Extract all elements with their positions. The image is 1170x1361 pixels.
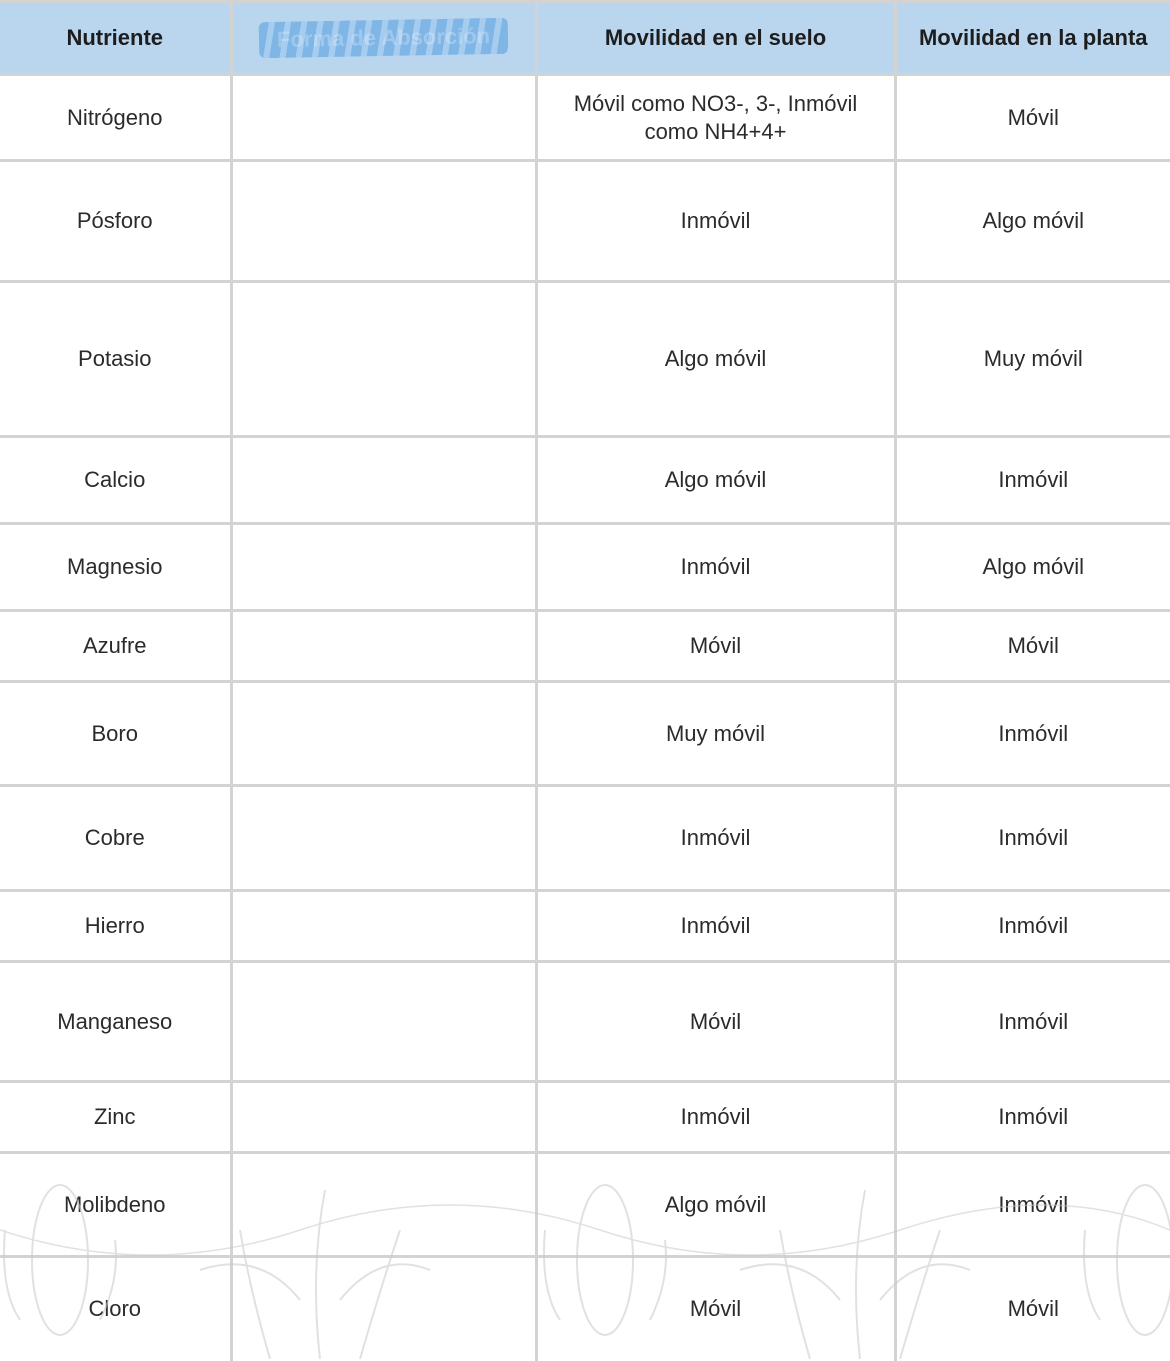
header-soil-mobility: Movilidad en el suelo <box>536 2 895 75</box>
soil-mobility-cell: Inmóvil <box>536 1082 895 1153</box>
plant-mobility-cell: Inmóvil <box>895 962 1170 1082</box>
header-absorption-redacted: Forma de Absorción <box>259 18 509 58</box>
absorption-cell-redacted <box>231 891 536 962</box>
absorption-cell-redacted <box>231 75 536 161</box>
plant-mobility-cell: Inmóvil <box>895 1082 1170 1153</box>
table-row <box>0 682 1170 786</box>
plant-mobility-cell: Algo móvil <box>895 524 1170 611</box>
absorption-cell-redacted <box>231 524 536 611</box>
table-row <box>0 611 1170 682</box>
soil-mobility-cell: Inmóvil <box>536 891 895 962</box>
nutrient-cell: Magnesio <box>0 524 231 611</box>
plant-mobility-cell: Inmóvil <box>895 891 1170 962</box>
absorption-cell-redacted <box>231 682 536 786</box>
soil-mobility-cell: Algo móvil <box>536 437 895 524</box>
nutrient-cell: Molibdeno <box>0 1153 231 1257</box>
soil-mobility-cell: Muy móvil <box>536 682 895 786</box>
header-absorption <box>231 2 536 75</box>
table-row <box>0 161 1170 282</box>
absorption-cell-redacted <box>231 611 536 682</box>
table-row <box>0 1257 1170 1361</box>
absorption-cell-redacted <box>231 1257 536 1361</box>
absorption-cell-redacted <box>231 786 536 891</box>
soil-mobility-cell: Inmóvil <box>536 524 895 611</box>
nutrient-cell: Pósforo <box>0 161 231 282</box>
nutrient-cell: Hierro <box>0 891 231 962</box>
table-row <box>0 1082 1170 1153</box>
nutrient-cell: Manganeso <box>0 962 231 1082</box>
plant-mobility-cell: Móvil <box>895 75 1170 161</box>
nutrient-cell: Cloro <box>0 1257 231 1361</box>
table-row <box>0 1153 1170 1257</box>
nutrient-cell: Calcio <box>0 437 231 524</box>
absorption-cell-redacted <box>231 437 536 524</box>
header-nutrient: Nutriente <box>0 2 231 75</box>
plant-mobility-cell: Móvil <box>895 611 1170 682</box>
soil-mobility-cell: Móvil <box>536 1257 895 1361</box>
soil-mobility-cell: Algo móvil <box>536 282 895 437</box>
table-row <box>0 524 1170 611</box>
absorption-cell-redacted <box>231 1082 536 1153</box>
table-row <box>0 437 1170 524</box>
soil-mobility-cell: Inmóvil <box>536 161 895 282</box>
soil-mobility-cell: Algo móvil <box>536 1153 895 1257</box>
nutrient-cell: Cobre <box>0 786 231 891</box>
plant-mobility-cell: Inmóvil <box>895 437 1170 524</box>
nutrient-cell: Potasio <box>0 282 231 437</box>
plant-mobility-cell: Móvil <box>895 1257 1170 1361</box>
plant-mobility-cell: Inmóvil <box>895 682 1170 786</box>
soil-mobility-cell: Móvil como NO3-, 3-, Inmóvil como NH4+4+ <box>536 75 895 161</box>
soil-mobility-cell: Inmóvil <box>536 786 895 891</box>
absorption-cell-redacted <box>231 1153 536 1257</box>
soil-mobility-cell: Móvil <box>536 611 895 682</box>
soil-mobility-cell: Móvil <box>536 962 895 1082</box>
absorption-cell-redacted <box>231 282 536 437</box>
nutrient-cell: Zinc <box>0 1082 231 1153</box>
header-plant-mobility: Movilidad en la planta <box>895 2 1170 75</box>
table-row <box>0 962 1170 1082</box>
absorption-cell-redacted <box>231 161 536 282</box>
absorption-cell-redacted <box>231 962 536 1082</box>
table-row <box>0 282 1170 437</box>
nutrient-cell: Nitrógeno <box>0 75 231 161</box>
header-row <box>0 2 1170 75</box>
table-row <box>0 75 1170 161</box>
nutrient-cell: Boro <box>0 682 231 786</box>
nutrient-cell: Azufre <box>0 611 231 682</box>
plant-mobility-cell: Algo móvil <box>895 161 1170 282</box>
plant-mobility-cell: Inmóvil <box>895 1153 1170 1257</box>
plant-mobility-cell: Inmóvil <box>895 786 1170 891</box>
plant-mobility-cell: Muy móvil <box>895 282 1170 437</box>
table-row <box>0 786 1170 891</box>
table-row <box>0 891 1170 962</box>
